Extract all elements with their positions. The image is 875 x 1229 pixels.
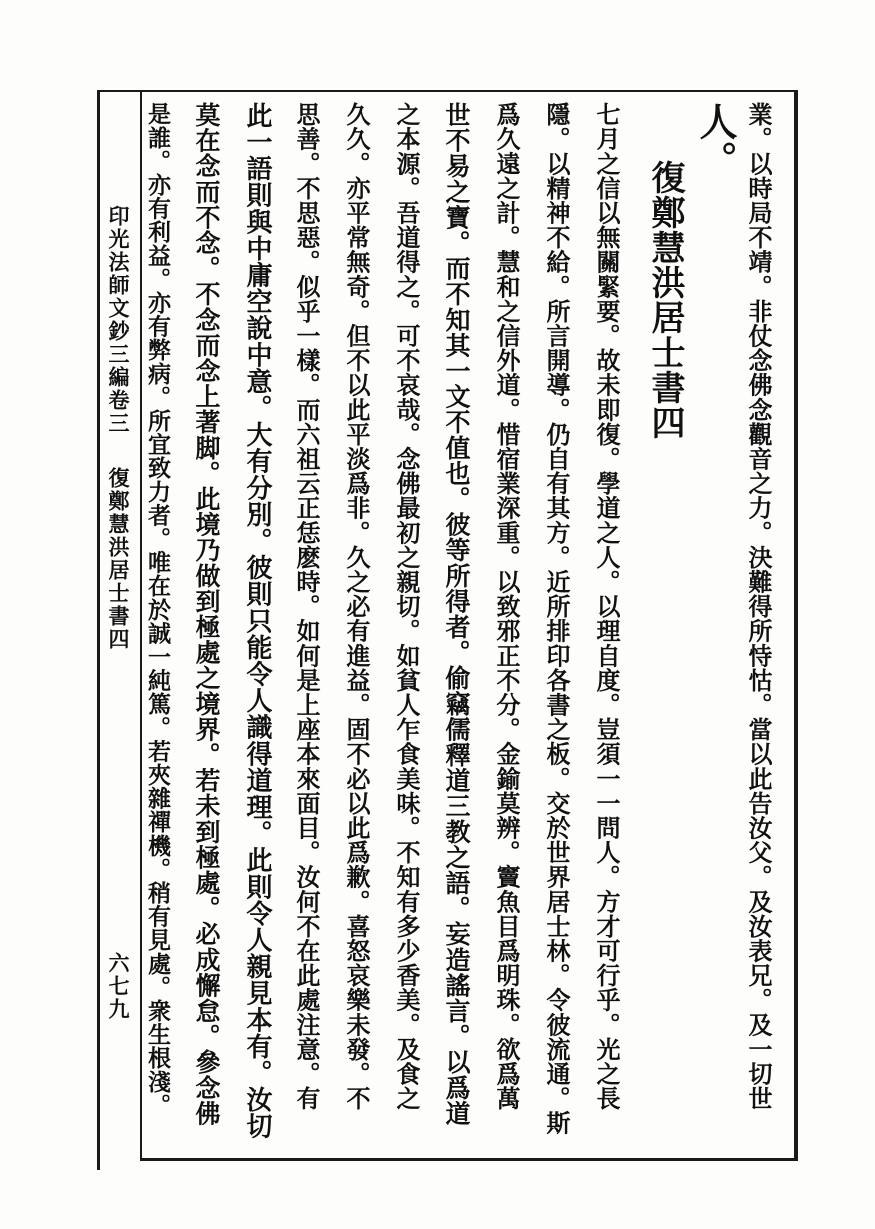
text-column-11: 莫在念而不念。不念而念上著脚。此境乃做到極處之境界。若未到極處。必成懈怠。參念佛 (192, 102, 221, 1126)
frame-right-line (794, 90, 798, 1161)
frame-bottom-line (140, 1158, 797, 1161)
text-column-9: 思善。不思惡。似乎一樣。而六祖云正恁麽時。如何是上座本來面目。汝何不在此處注意。有 (292, 102, 321, 1111)
letter-title: 復鄭慧洪居士書四 (645, 160, 685, 440)
section-title: 復鄭慧洪居士書四 (106, 467, 131, 651)
text-column-12: 是誰。亦有利益。亦有弊病。所宜致力者。唯在於誠一純篤。若夾雜禪機。稍有見處。衆生根淺。 (144, 102, 171, 1117)
text-column-10: 此一語則與中庸空說中意。大有分別。彼則只能令人識得道理。此則令人親見本有。汝切 (242, 102, 272, 1140)
frame-top-line (97, 90, 797, 92)
frame-left-line (97, 90, 100, 1170)
text-column-1: 業。以時局不靖。非仗念佛念觀音之力。決難得所恃怙。當以此告汝父。及汝表兄。及一切世 (744, 102, 773, 1111)
text-column-4: 隱。以精神不給。所言開導。仍自有其方。近所排印各書之板。交於世界居士林。令彼流通。斯 (542, 102, 571, 1136)
text-column-5: 爲久遠之計。慧和之信外道。惜宿業深重。以致邪正不分。金鍮莫辨。竇魚目爲明珠。欲爲萬 (492, 102, 521, 1111)
text-column-2: 人。 (693, 102, 738, 180)
text-column-7: 之本源。吾道得之。可不哀哉。念佛最初之親切。如貧人乍食美味。不知有多少香美。及食之 (392, 102, 421, 1111)
page-number: 六七九 (106, 952, 131, 1021)
text-column-3: 七月之信以無關緊要。故未即復。學道之人。以理自度。豈須一一問人。方才可行乎。光之長 (592, 102, 621, 1111)
text-column-6: 世不易之寶。而不知其一文不值也。彼等所得者。偷竊儒釋道三教之語。妄造謠言。以爲道 (442, 102, 471, 1126)
text-column-8: 久久。亦平常無奇。但不以此平淡爲非。久之必有進益。固不必以此爲歉。喜怒哀樂未發。不 (342, 102, 371, 1111)
frame-inner-line (140, 92, 142, 1160)
book-title: 印光法師文鈔三編卷三 (106, 205, 131, 435)
